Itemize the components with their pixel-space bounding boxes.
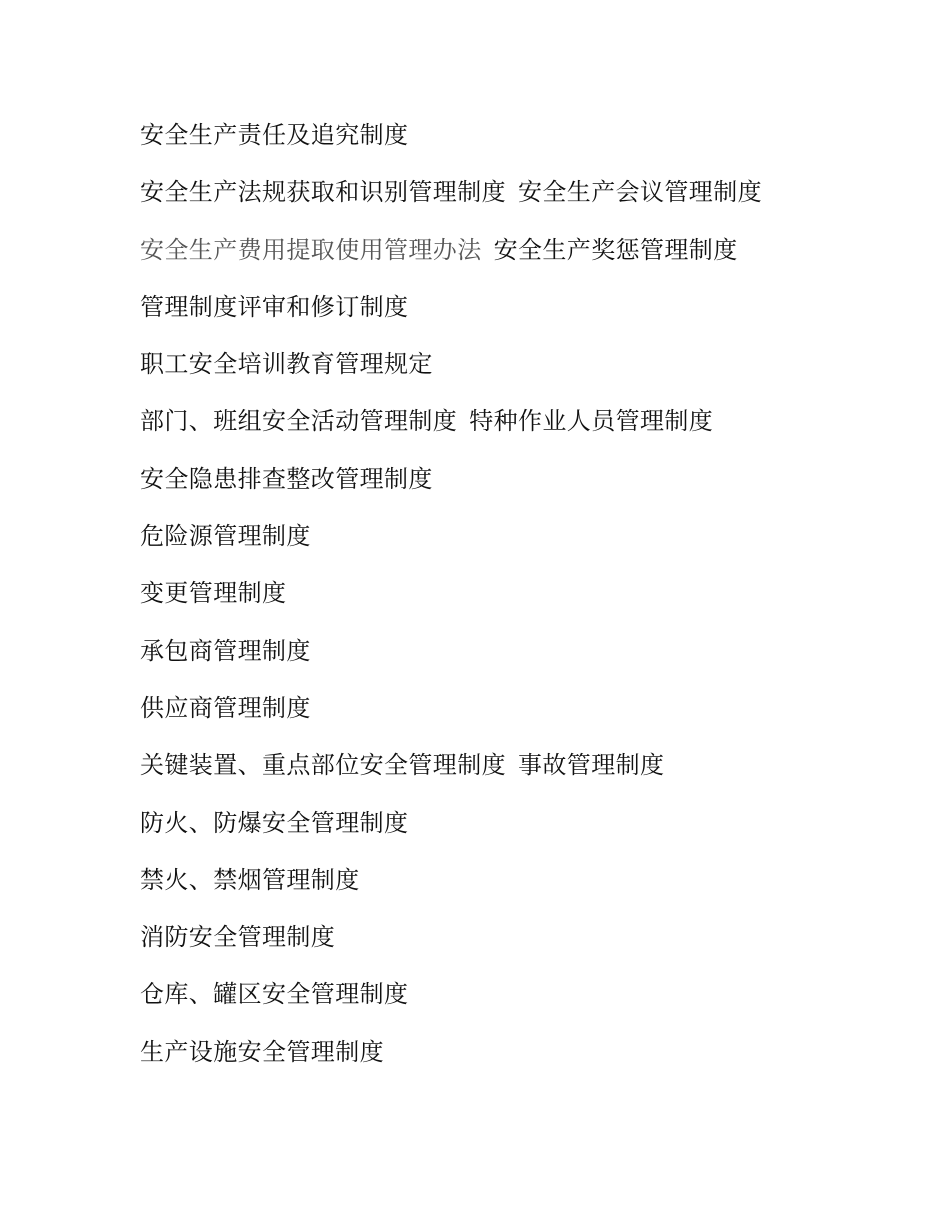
document-line — [140, 800, 920, 857]
document-line — [140, 169, 920, 226]
regulation-title: 防火、防爆安全管理制度 — [140, 808, 409, 837]
regulation-title: 安全生产奖惩管理制度 — [493, 235, 738, 264]
document-line — [140, 971, 920, 1028]
regulation-title: 危险源管理制度 — [140, 522, 311, 551]
document-line — [140, 284, 920, 341]
document-line — [140, 398, 920, 455]
document-line — [140, 227, 920, 284]
document-line — [140, 857, 920, 914]
regulation-title: 安全生产责任及追究制度 — [140, 121, 409, 149]
regulation-title: 部门、班组安全活动管理制度 — [140, 407, 458, 436]
regulation-title: 特种作业人员管理制度 — [469, 407, 714, 436]
document-line — [140, 341, 920, 398]
document-line — [140, 112, 920, 169]
regulation-list — [140, 112, 920, 1086]
regulation-title: 安全生产法规获取和识别管理制度 — [140, 178, 506, 207]
regulation-title: 管理制度评审和修订制度 — [140, 292, 409, 321]
regulation-title: 安全生产费用提取使用管理办法 — [140, 235, 482, 264]
regulation-title: 安全生产会议管理制度 — [518, 178, 762, 207]
regulation-title: 仓库、罐区安全管理制度 — [140, 980, 409, 1009]
document-line — [140, 570, 920, 627]
regulation-title: 职工安全培训教育管理规定 — [140, 350, 433, 379]
document-line — [140, 513, 920, 570]
document-line — [140, 1029, 920, 1086]
document-line — [140, 685, 920, 742]
regulation-title: 消防安全管理制度 — [140, 923, 336, 952]
regulation-title: 安全隐患排查整改管理制度 — [140, 464, 433, 493]
regulation-title: 关键装置、重点部位安全管理制度 — [140, 751, 506, 780]
regulation-title: 禁火、禁烟管理制度 — [140, 865, 360, 894]
document-line — [140, 742, 920, 799]
regulation-title: 事故管理制度 — [518, 751, 665, 780]
regulation-title: 供应商管理制度 — [140, 693, 311, 722]
regulation-title: 生产设施安全管理制度 — [140, 1037, 384, 1066]
document-line — [140, 628, 920, 685]
document-line — [140, 914, 920, 971]
regulation-title: 变更管理制度 — [140, 579, 287, 608]
regulation-title: 承包商管理制度 — [140, 636, 311, 665]
document-line — [140, 456, 920, 513]
